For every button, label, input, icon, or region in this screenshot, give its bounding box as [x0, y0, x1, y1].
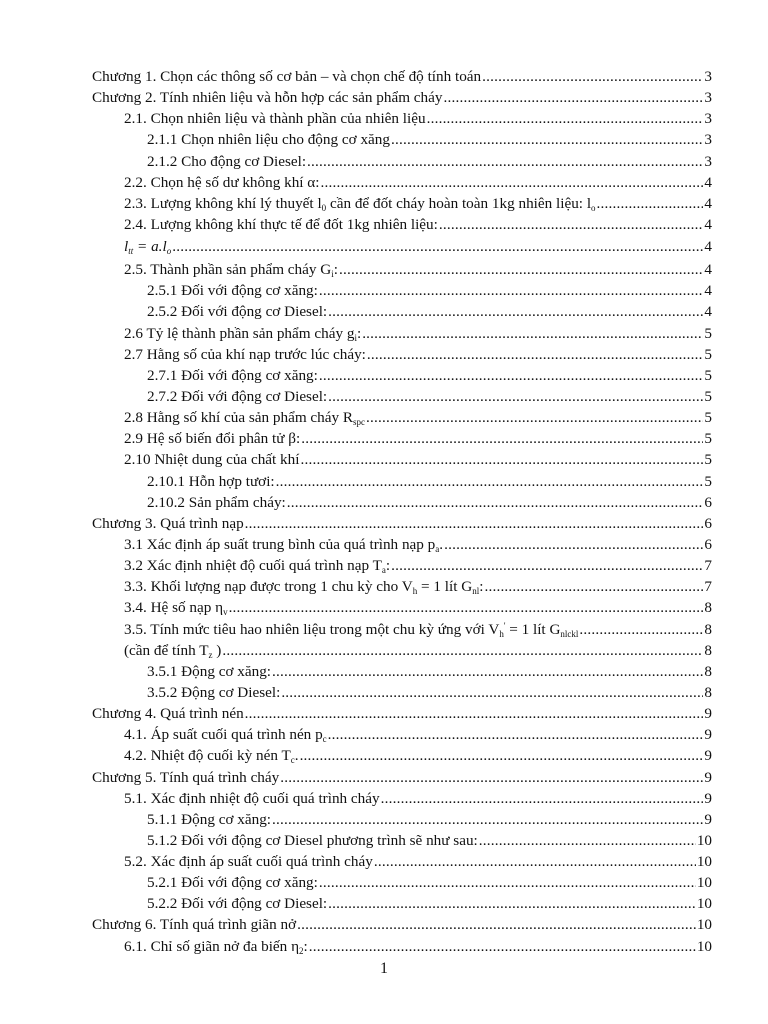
- toc-entry[interactable]: [92, 745, 712, 766]
- toc-entry[interactable]: [92, 259, 712, 280]
- toc-entry[interactable]: [92, 214, 712, 235]
- toc-entry-title: 5.2. Xác định áp suất cuối quá trình cháy: [124, 853, 373, 871]
- toc-entry[interactable]: [92, 449, 712, 470]
- toc-dot-leader: [367, 344, 704, 365]
- toc-entry-title: 3.1 Xác định áp suất trung bình của quá trình nạp $p_a$.: [124, 535, 444, 554]
- toc-dot-leader: [328, 386, 703, 407]
- toc-entry-title: 5.2.2 Đối với động cơ Diesel:: [147, 895, 328, 913]
- toc-entry-title: (cần để tính $T_z$ ): [124, 641, 222, 660]
- toc-entry[interactable]: [92, 344, 712, 365]
- toc-entry[interactable]: [92, 513, 712, 534]
- toc-page-number: 7: [704, 578, 712, 596]
- toc-entry-title: 2.10.1 Hỗn hợp tươi:: [147, 472, 275, 490]
- toc-page-number: 8: [704, 683, 712, 701]
- toc-page-number: 5: [704, 451, 712, 469]
- toc-dot-leader: [328, 893, 696, 914]
- toc-dot-leader: [319, 365, 704, 386]
- toc-dot-leader: [362, 323, 703, 344]
- toc-entry-title: 2.9 Hệ số biến đổi phân tử β:: [124, 430, 301, 448]
- toc-entry-title: 2.1. Chọn nhiên liệu và thành phần của nhiên liệu: [124, 110, 426, 128]
- toc-page-number: 3: [704, 89, 712, 107]
- toc-entry[interactable]: [92, 534, 712, 555]
- toc-dot-leader: [391, 129, 703, 150]
- toc-entry-title: 6.1. Chỉ số giãn nở đa biến $\eta_2$:: [124, 937, 308, 956]
- toc-dot-leader: [321, 172, 704, 193]
- toc-entry[interactable]: [92, 193, 712, 214]
- toc-entry[interactable]: [92, 365, 712, 386]
- toc-entry[interactable]: [92, 235, 712, 259]
- toc-page-number: 5: [704, 387, 712, 405]
- toc-dot-leader: [281, 682, 703, 703]
- toc-page-number: 8: [704, 620, 712, 638]
- toc-entry-title: 3.3. Khối lượng nạp được trong 1 chu kỳ cho $V_h = 1$ lít $G_{nl}$:: [124, 578, 484, 597]
- toc-entry-title: $l_{tt} = a.l_o$: [124, 238, 172, 257]
- toc-dot-leader: [172, 235, 703, 259]
- toc-entry-title: 3.5. Tính mức tiêu hao nhiên liệu trong một chu kỳ ứng với $V_h' = 1$ lít $G_{nlckl}$: [124, 620, 579, 639]
- toc-entry[interactable]: [92, 87, 712, 108]
- toc-dot-leader: [443, 87, 703, 108]
- toc-page-number: 6: [704, 535, 712, 553]
- toc-page-number: 5: [704, 409, 712, 427]
- toc-entry-title: Chương 5. Tính quá trình cháy: [92, 768, 280, 786]
- toc-dot-leader: [484, 576, 703, 597]
- toc-entry[interactable]: [92, 108, 712, 129]
- table-of-contents: [92, 66, 712, 957]
- toc-page-number: 10: [696, 831, 712, 849]
- toc-entry[interactable]: [92, 428, 712, 449]
- toc-page-number: 5: [704, 324, 712, 342]
- toc-entry[interactable]: [92, 576, 712, 597]
- toc-entry-title: 4.1. Áp suất cuối quá trình nén $p_c$: [124, 726, 327, 745]
- toc-entry[interactable]: [92, 809, 712, 830]
- toc-dot-leader: [444, 534, 703, 555]
- toc-entry-title: 2.5.2 Đối với động cơ Diesel:: [147, 303, 328, 321]
- toc-dot-leader: [328, 724, 704, 745]
- toc-entry-title: 2.3. Lượng không khí lý thuyết $l_0$ cần để đốt cháy hoàn toàn 1kg nhiên liệu: $l_o$: [124, 194, 596, 213]
- toc-page-number: 3: [704, 110, 712, 128]
- toc-entry[interactable]: [92, 936, 712, 957]
- toc-page-number: 6: [704, 514, 712, 532]
- toc-dot-leader: [276, 471, 704, 492]
- toc-entry[interactable]: [92, 172, 712, 193]
- toc-entry[interactable]: [92, 640, 712, 661]
- toc-dot-leader: [381, 788, 704, 809]
- toc-dot-leader: [366, 407, 703, 428]
- toc-dot-leader: [579, 619, 703, 640]
- toc-entry-title: 2.7 Hằng số của khí nạp trước lúc cháy:: [124, 345, 366, 363]
- toc-dot-leader: [328, 301, 703, 322]
- toc-entry[interactable]: [92, 767, 712, 788]
- toc-page-number: 10: [696, 895, 712, 913]
- toc-entry-title: Chương 1. Chọn các thông số cơ bản – và chọn chế độ tính toán: [92, 68, 482, 85]
- toc-page-number: 5: [704, 430, 712, 448]
- toc-page-number: 4: [704, 215, 712, 233]
- toc-page-number: 9: [704, 705, 712, 723]
- toc-page-number: 9: [704, 726, 712, 744]
- toc-page-number: 8: [704, 599, 712, 617]
- toc-entry[interactable]: [92, 724, 712, 745]
- toc-dot-leader: [309, 936, 696, 957]
- toc-entry-title: 2.10 Nhiệt dung của chất khí: [124, 451, 300, 469]
- toc-page-number: 10: [696, 853, 712, 871]
- toc-entry[interactable]: [92, 129, 712, 150]
- toc-dot-leader: [222, 640, 703, 661]
- toc-dot-leader: [427, 108, 704, 129]
- toc-entry[interactable]: [92, 914, 712, 935]
- toc-page-number: 9: [704, 747, 712, 765]
- toc-dot-leader: [439, 214, 704, 235]
- toc-dot-leader: [297, 914, 696, 935]
- toc-entry-title: 2.10.2 Sản phẩm cháy:: [147, 493, 286, 511]
- toc-entry[interactable]: [92, 407, 712, 428]
- toc-dot-leader: [229, 597, 704, 618]
- toc-entry-title: 3.2 Xác định nhiệt độ cuối quá trình nạp $T_a$:: [124, 557, 391, 576]
- toc-dot-leader: [287, 492, 704, 513]
- toc-page-number: 10: [696, 874, 712, 892]
- toc-entry-title: 2.7.1 Đối với động cơ xăng:: [147, 366, 318, 384]
- toc-page-number: 4: [704, 261, 712, 279]
- toc-entry[interactable]: [92, 555, 712, 576]
- toc-entry-title: 3.5.1 Động cơ xăng:: [147, 662, 272, 680]
- toc-entry[interactable]: [92, 151, 712, 172]
- toc-dot-leader: [339, 259, 703, 280]
- toc-page-number: 3: [704, 152, 712, 170]
- toc-entry-title: 3.5.2 Động cơ Diesel:: [147, 683, 281, 701]
- toc-entry-title: Chương 4. Quá trình nén: [92, 705, 244, 723]
- toc-dot-leader: [391, 555, 703, 576]
- toc-dot-leader: [597, 193, 704, 214]
- toc-dot-leader: [319, 872, 696, 893]
- toc-entry[interactable]: [92, 830, 712, 851]
- toc-entry-title: 5.2.1 Đối với động cơ xăng:: [147, 874, 318, 892]
- toc-entry[interactable]: [92, 872, 712, 893]
- toc-entry[interactable]: [92, 703, 712, 724]
- toc-dot-leader: [301, 428, 703, 449]
- toc-entry-title: 2.5.1 Đối với động cơ xăng:: [147, 282, 318, 300]
- toc-page-number: 4: [704, 194, 712, 212]
- toc-entry-title: 2.7.2 Đối với động cơ Diesel:: [147, 387, 328, 405]
- toc-page-number: 8: [704, 662, 712, 680]
- toc-entry-title: 5.1.2 Đối với động cơ Diesel phương trình sẽ như sau:: [147, 831, 478, 849]
- toc-entry[interactable]: [92, 386, 712, 407]
- toc-page-number: 6: [704, 493, 712, 511]
- toc-entry[interactable]: [92, 323, 712, 344]
- toc-entry[interactable]: [92, 471, 712, 492]
- toc-entry[interactable]: [92, 66, 712, 87]
- toc-entry-title: 2.8 Hằng số khí của sản phẩm cháy $R_{spc}$: [124, 409, 366, 428]
- toc-page-number: 4: [704, 238, 712, 256]
- toc-entry-title: Chương 6. Tính quá trình giãn nở: [92, 916, 297, 934]
- toc-dot-leader: [479, 830, 696, 851]
- toc-page-number: 9: [704, 810, 712, 828]
- toc-entry-title: 2.2. Chọn hệ số dư không khí α:: [124, 173, 320, 191]
- toc-page-number: 7: [704, 557, 712, 575]
- toc-entry[interactable]: [92, 597, 712, 618]
- toc-page-number: 9: [704, 789, 712, 807]
- toc-page-number: 5: [704, 345, 712, 363]
- toc-dot-leader: [245, 703, 704, 724]
- toc-page-number: 3: [704, 68, 712, 85]
- toc-page-number: 5: [704, 472, 712, 490]
- toc-entry[interactable]: [92, 682, 712, 703]
- toc-entry-title: 2.1.1 Chọn nhiên liệu cho động cơ xăng: [147, 131, 390, 149]
- toc-dot-leader: [272, 661, 703, 682]
- toc-entry[interactable]: [92, 301, 712, 322]
- toc-entry[interactable]: [92, 851, 712, 872]
- toc-entry-title: 2.6 Tỷ lệ thành phần sản phẩm cháy $g_i$:: [124, 324, 362, 343]
- toc-entry[interactable]: [92, 893, 712, 914]
- toc-dot-leader: [280, 767, 703, 788]
- toc-page-number: 4: [704, 303, 712, 321]
- toc-page-number: 10: [696, 937, 712, 955]
- toc-dot-leader: [319, 280, 704, 301]
- toc-page-number: 9: [704, 768, 712, 786]
- toc-entry-title: 2.1.2 Cho động cơ Diesel:: [147, 152, 307, 170]
- toc-page-number: 5: [704, 366, 712, 384]
- toc-entry-title: 5.1. Xác định nhiệt độ cuối quá trình cháy: [124, 789, 380, 807]
- toc-entry[interactable]: [92, 788, 712, 809]
- toc-page-number: 4: [704, 173, 712, 191]
- toc-entry-title: 4.2. Nhiệt độ cuối kỳ nén $T_c$.: [124, 747, 299, 766]
- toc-page-number: 3: [704, 131, 712, 149]
- toc-entry-title: Chương 3. Quá trình nạp: [92, 514, 244, 532]
- toc-dot-leader: [245, 513, 704, 534]
- toc-page-number: 10: [696, 916, 712, 934]
- toc-entry[interactable]: [92, 661, 712, 682]
- toc-dot-leader: [307, 151, 703, 172]
- toc-entry-title: Chương 2. Tính nhiên liệu và hỗn hợp các sản phẩm cháy: [92, 89, 443, 107]
- toc-entry[interactable]: [92, 619, 712, 640]
- toc-entry[interactable]: [92, 280, 712, 301]
- page-number: 1: [380, 960, 388, 977]
- toc-page-number: 4: [704, 282, 712, 300]
- toc-entry[interactable]: [92, 492, 712, 513]
- toc-dot-leader: [374, 851, 696, 872]
- toc-page-number: 8: [704, 641, 712, 659]
- toc-dot-leader: [482, 66, 703, 87]
- toc-entry-title: 2.5. Thành phần sản phẩm cháy $G_i$:: [124, 261, 338, 280]
- toc-dot-leader: [300, 449, 703, 470]
- toc-entry-title: 5.1.1 Động cơ xăng:: [147, 810, 272, 828]
- toc-entry-title: 2.4. Lượng không khí thực tế để đốt 1kg nhiên liệu:: [124, 215, 438, 233]
- toc-entry-title: 3.4. Hệ số nạp $\eta_v$: [124, 599, 228, 618]
- toc-dot-leader: [272, 809, 703, 830]
- toc-dot-leader: [300, 745, 704, 766]
